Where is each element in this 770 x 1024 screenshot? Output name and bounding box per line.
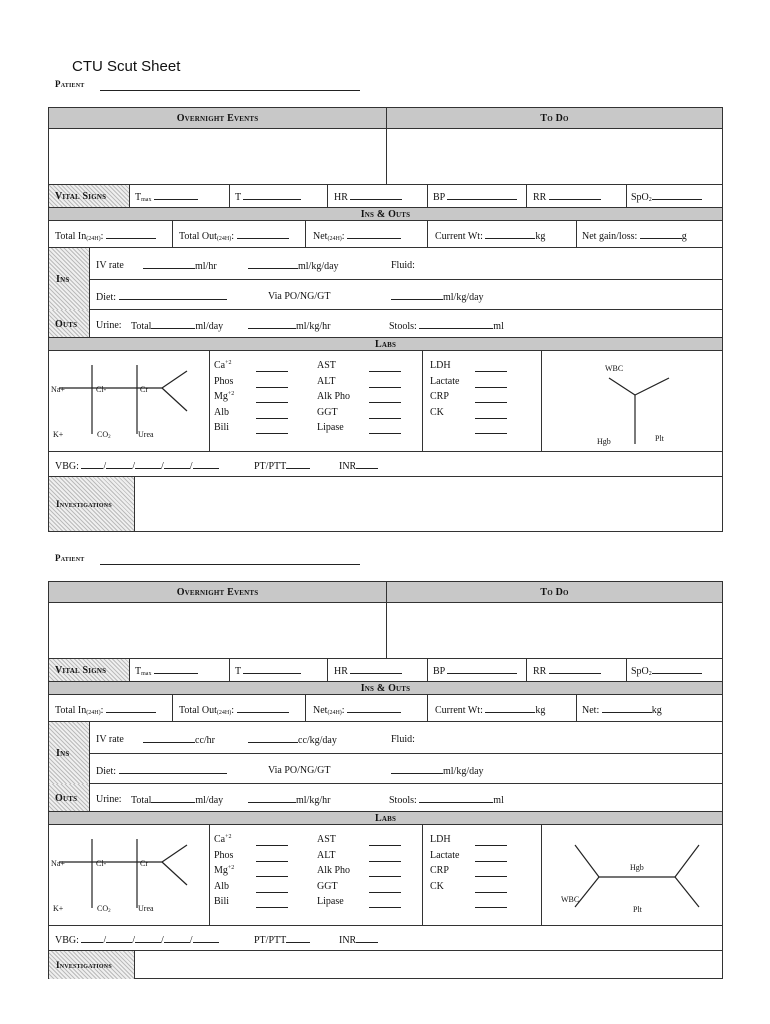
lab-col1-label-4-2: Bili xyxy=(214,896,230,907)
lab-col3-label-2: CRP xyxy=(430,391,449,402)
overnight-events-header: Overnight Events xyxy=(176,112,259,124)
urine-label-2: Urine: xyxy=(96,794,122,805)
vbg-field-2[interactable]: VBG: / / / / xyxy=(55,934,219,946)
scut-sheet-2 xyxy=(48,581,723,979)
stools-field-2[interactable]: Stools: ml xyxy=(389,795,504,806)
vbg-row xyxy=(49,452,722,477)
lab-col1-label-1: Phos xyxy=(214,375,234,387)
total-in-field-2[interactable]: Total In(24H): xyxy=(55,704,156,716)
investigations-label: Investigations xyxy=(56,499,112,509)
scut-sheet-1 xyxy=(48,107,723,532)
plt-label-2: Plt xyxy=(633,905,642,914)
pt-ptt-field[interactable]: PT/PTT xyxy=(254,460,310,472)
diet-field-2[interactable]: Diet: xyxy=(96,765,227,777)
lab-col1-value-field-2-2[interactable] xyxy=(256,868,288,877)
iv-cc-kg-day-field[interactable]: cc/kg/day xyxy=(248,734,337,746)
rr-field-2[interactable]: RR xyxy=(533,665,601,677)
lab-col3-value-field-3[interactable] xyxy=(475,410,507,419)
sheet-title: CTU Scut Sheet xyxy=(72,58,181,75)
pt-ptt-field-2[interactable]: PT/PTT xyxy=(254,934,310,946)
lab-col2-label-3: GGT xyxy=(317,406,338,418)
lab-col3-value-field-2-2[interactable] xyxy=(475,868,507,877)
electrolytes-fishbone-2 xyxy=(49,825,209,926)
patient-label: Patient xyxy=(55,79,85,89)
lab-col2-label-4-2: Lipase xyxy=(317,896,344,907)
ins-label-2: Ins xyxy=(56,748,70,759)
temperature-field[interactable]: T xyxy=(235,191,301,203)
investigations-label-2: Investigations xyxy=(56,960,112,970)
lab-col2-value-field-1[interactable] xyxy=(369,379,401,388)
net-field[interactable]: Net(24H): xyxy=(313,230,401,242)
current-weight-field-2[interactable]: Current Wt: kg xyxy=(435,705,546,716)
events-body-row xyxy=(49,129,722,185)
spo2-field-2[interactable]: SpO2 xyxy=(631,665,702,677)
lab-col3-value-field-3-2[interactable] xyxy=(475,884,507,893)
hr-field[interactable]: HR xyxy=(334,191,402,203)
k-label-2: K+ xyxy=(53,904,64,913)
cl-label-2: Cl- xyxy=(96,859,107,868)
spo2-field[interactable]: SpO2 xyxy=(631,191,702,203)
lab-col1-label-2-2: $Mg^{+2}$ xyxy=(214,865,235,876)
hgb-label-2: Hgb xyxy=(630,863,644,872)
urea-label-2: Urea xyxy=(138,904,154,913)
vbg-field[interactable]: VBG: / / / / xyxy=(55,460,219,472)
events-header-row-2 xyxy=(49,582,722,603)
lab-col1-label-0-2: $Ca^{+2}$ xyxy=(214,834,232,845)
to-do-header-2: To Do xyxy=(540,586,569,598)
lab-col2-label-1: ALT xyxy=(317,375,336,387)
outs-label: Outs xyxy=(55,319,78,330)
lab-col1-value-field-4[interactable] xyxy=(256,425,288,434)
hr-field-2[interactable]: HR xyxy=(334,665,402,677)
labs-body-row xyxy=(49,351,722,452)
diet-route-label-2: Via PO/NG/GT xyxy=(268,765,331,776)
total-in-field[interactable]: Total In(24H): xyxy=(55,230,156,242)
vbg-row-2 xyxy=(49,926,722,951)
current-weight-field[interactable]: Current Wt: kg xyxy=(435,231,546,242)
lab-col3-label-3: CK xyxy=(430,406,444,418)
iv-rate-label-2: IV rate xyxy=(96,734,124,745)
lab-col3-label-2-2: CRP xyxy=(430,865,449,876)
outs-row xyxy=(49,310,722,337)
overnight-events-field-2[interactable] xyxy=(49,603,386,659)
patient-label-2: Patient xyxy=(55,553,85,563)
lab-col3-value-field-1-2[interactable] xyxy=(475,853,507,862)
patient-name-field[interactable] xyxy=(100,90,360,91)
outs-row-2 xyxy=(49,784,722,811)
lab-col2-label-2-2: Alk Pho xyxy=(317,865,351,876)
tmax-field[interactable]: Tmax xyxy=(135,191,198,203)
wbc-label: WBC xyxy=(605,364,624,373)
fluid-field[interactable]: Fluid: xyxy=(391,260,415,271)
ins-outs-header-row xyxy=(49,207,722,221)
to-do-field[interactable] xyxy=(387,129,723,185)
lab-col1-label-1-2: Phos xyxy=(214,849,234,861)
urine-ml-day-field[interactable]: Total ml/day xyxy=(131,321,224,332)
labs-header-row-2 xyxy=(49,811,722,825)
lab-col1-label-0: $Ca^{+2}$ xyxy=(214,360,232,371)
lab-col1-value-field-1-2[interactable] xyxy=(256,853,288,862)
lab-col3-label-0-2: LDH xyxy=(430,834,451,845)
lab-col2-label-4: Lipase xyxy=(317,422,344,433)
iv-rate-label: IV rate xyxy=(96,260,124,271)
fluid-field-2[interactable]: Fluid: xyxy=(391,734,415,745)
na-label-2: Na+ xyxy=(51,859,65,868)
lab-col1-value-field-3[interactable] xyxy=(256,410,288,419)
lab-col2-value-field-3-2[interactable] xyxy=(369,884,401,893)
ins-outs-header-row-2 xyxy=(49,681,722,695)
ins-row xyxy=(49,248,722,310)
lab-col1-value-field-0-2[interactable] xyxy=(256,837,288,846)
lab-col2-value-field-1-2[interactable] xyxy=(369,853,401,862)
overnight-events-header-2: Overnight Events xyxy=(176,586,259,598)
labs-header-row xyxy=(49,337,722,351)
net-field-2[interactable]: Net(24H): xyxy=(313,704,401,716)
lab-col1-label-4: Bili xyxy=(214,422,230,433)
lab-col2-value-field-0-2[interactable] xyxy=(369,837,401,846)
lab-col1-label-3-2: Alb xyxy=(214,880,229,892)
lab-col2-value-field-2-2[interactable] xyxy=(369,868,401,877)
tmax-field-2[interactable]: Tmax xyxy=(135,665,198,677)
lab-col2-label-3-2: GGT xyxy=(317,880,338,892)
bp-field[interactable]: BP xyxy=(433,191,517,203)
outs-label-2: Outs xyxy=(55,793,78,804)
lab-col2-label-1-2: ALT xyxy=(317,849,336,861)
lab-col3-value-field-4[interactable] xyxy=(475,425,507,434)
total-out-field[interactable]: Total Out(24H): xyxy=(179,230,289,242)
lab-col2-label-2: Alk Pho xyxy=(317,391,351,402)
cbc-fishbone xyxy=(541,351,723,452)
wbc-label-2: WBC xyxy=(561,895,580,904)
to-do-header: To Do xyxy=(540,112,569,124)
inr-field-2[interactable]: INR xyxy=(339,934,378,946)
lab-col1-value-field-3-2[interactable] xyxy=(256,884,288,893)
vital-signs-row-2 xyxy=(49,659,722,681)
iv-ml-kg-day-field[interactable]: ml/kg/day xyxy=(248,260,339,272)
lab-col3-value-field-0-2[interactable] xyxy=(475,837,507,846)
lab-col3-value-field-0[interactable] xyxy=(475,363,507,372)
lab-col3-value-field-4-2[interactable] xyxy=(475,899,507,908)
events-body-row-2 xyxy=(49,603,722,659)
cbc-fishbone-2 xyxy=(541,825,723,926)
lab-col2-label-0: AST xyxy=(317,360,336,371)
inr-field[interactable]: INR xyxy=(339,460,378,472)
electrolytes-fishbone xyxy=(49,351,209,452)
lab-col3-label-0: LDH xyxy=(430,360,451,371)
lab-col3-value-field-2[interactable] xyxy=(475,394,507,403)
io-totals-row-2 xyxy=(49,695,722,722)
lab-col2-value-field-2[interactable] xyxy=(369,394,401,403)
lab-col1-value-field-4-2[interactable] xyxy=(256,899,288,908)
co2-label-2: CO2 xyxy=(97,904,111,914)
investigations-field-2[interactable] xyxy=(135,951,722,979)
investigations-row xyxy=(49,477,722,531)
vital-signs-row xyxy=(49,185,722,207)
co2-label: CO2 xyxy=(97,430,111,440)
plt-label: Plt xyxy=(655,434,664,443)
cl-label: Cl- xyxy=(96,385,107,394)
vital-signs-label: Vital Signs xyxy=(55,191,107,202)
overnight-events-field[interactable] xyxy=(49,129,386,185)
iv-ml-hr-field[interactable]: ml/hr xyxy=(143,260,217,272)
stools-field[interactable]: Stools: ml xyxy=(389,321,504,332)
urine-label: Urine: xyxy=(96,320,122,331)
cr-label-2: Cr xyxy=(140,859,148,868)
net-kg-field[interactable]: Net: kg xyxy=(582,705,662,716)
patient-name-field-2[interactable] xyxy=(100,564,360,565)
k-label: K+ xyxy=(53,430,64,439)
cr-label: Cr xyxy=(140,385,148,394)
temperature-field-2[interactable]: T xyxy=(235,665,301,677)
ins-label: Ins xyxy=(56,274,70,285)
hgb-label: Hgb xyxy=(597,437,611,446)
lab-col1-value-field-1[interactable] xyxy=(256,379,288,388)
rr-field[interactable]: RR xyxy=(533,191,601,203)
diet-field[interactable]: Diet: xyxy=(96,291,227,303)
ins-outs-header-2: Ins & Outs xyxy=(360,682,411,694)
lab-col3-label-1: Lactate xyxy=(430,375,460,387)
lab-col2-value-field-4-2[interactable] xyxy=(369,899,401,908)
total-out-field-2[interactable]: Total Out(24H): xyxy=(179,704,289,716)
lab-col2-label-0-2: AST xyxy=(317,834,336,845)
lab-col2-value-field-3[interactable] xyxy=(369,410,401,419)
lab-col1-label-3: Alb xyxy=(214,406,229,418)
lab-col3-value-field-1[interactable] xyxy=(475,379,507,388)
events-header-row xyxy=(49,108,722,129)
lab-col1-value-field-0[interactable] xyxy=(256,363,288,372)
investigations-field[interactable] xyxy=(135,477,722,531)
diet-route-label: Via PO/NG/GT xyxy=(268,291,331,302)
diet-ml-kg-day-field[interactable]: ml/kg/day xyxy=(391,291,484,303)
labs-header: Labs xyxy=(374,338,397,350)
labs-body-row-2 xyxy=(49,825,722,926)
lab-col3-label-3-2: CK xyxy=(430,880,444,892)
lab-col2-value-field-4[interactable] xyxy=(369,425,401,434)
bp-field-2[interactable]: BP xyxy=(433,665,517,677)
net-gain-loss-field[interactable]: Net gain/loss: g xyxy=(582,231,687,242)
ins-outs-header: Ins & Outs xyxy=(360,208,411,220)
lab-col1-label-2: $Mg^{+2}$ xyxy=(214,391,235,402)
urea-label: Urea xyxy=(138,430,154,439)
na-label: Na+ xyxy=(51,385,65,394)
lab-col1-value-field-2[interactable] xyxy=(256,394,288,403)
urine-ml-kg-hr-field-2[interactable]: ml/kg/hr xyxy=(248,794,330,806)
urine-ml-kg-hr-field[interactable]: ml/kg/hr xyxy=(248,320,330,332)
to-do-field-2[interactable] xyxy=(387,603,723,659)
lab-col2-value-field-0[interactable] xyxy=(369,363,401,372)
diet-ml-kg-day-field-2[interactable]: ml/kg/day xyxy=(391,765,484,777)
labs-header-2: Labs xyxy=(374,812,397,824)
io-totals-row xyxy=(49,221,722,248)
vital-signs-label-2: Vital Signs xyxy=(55,665,107,676)
lab-col3-label-1-2: Lactate xyxy=(430,849,460,861)
ins-row-2 xyxy=(49,722,722,784)
urine-ml-day-field-2[interactable]: Total ml/day xyxy=(131,795,224,806)
investigations-row-2 xyxy=(49,951,722,979)
iv-cc-hr-field[interactable]: cc/hr xyxy=(143,734,215,746)
